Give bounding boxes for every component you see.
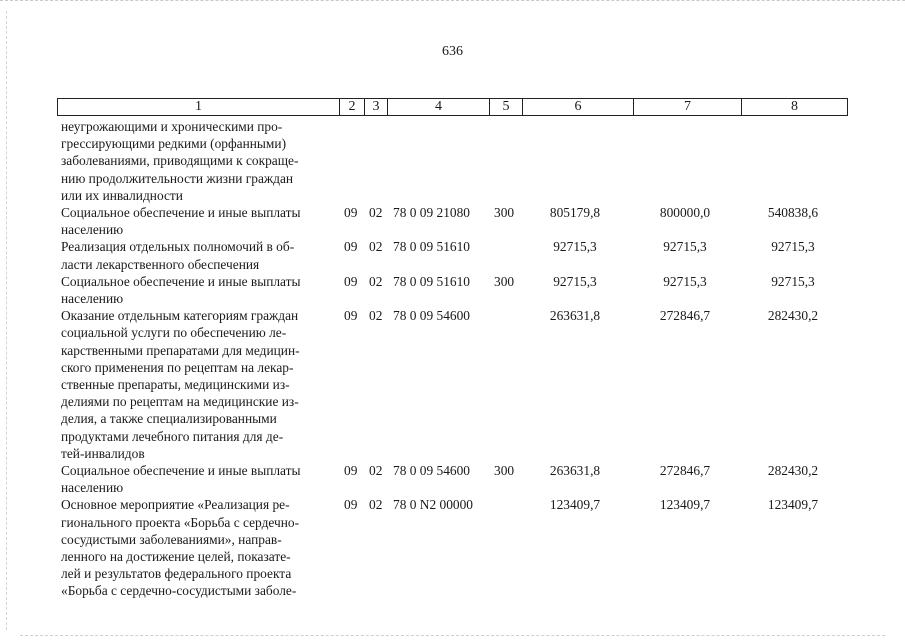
column-header-3: 3 xyxy=(365,99,388,116)
row-name-line: сосудистыми заболеваниями», направ- xyxy=(61,531,282,547)
cell-col-3: 02 xyxy=(369,308,383,324)
row-name-line: или их инвалидности xyxy=(61,187,183,203)
table-row xyxy=(0,118,905,204)
cell-col-4: 78 0 09 51610 xyxy=(393,273,470,289)
table-row xyxy=(0,204,905,238)
row-name-cell xyxy=(61,307,333,462)
cell-col-4: 78 0 N2 00000 xyxy=(393,497,473,513)
cell-col-7: 92715,3 xyxy=(663,239,707,255)
cell-col-6: 263631,8 xyxy=(549,463,601,479)
cell-col-8: 92715,3 xyxy=(771,273,815,289)
column-header-5: 5 xyxy=(490,99,523,116)
cell-col-2: 09 xyxy=(344,239,358,255)
table-row xyxy=(0,238,905,272)
bottom-margin-rule xyxy=(20,635,885,636)
column-header-6: 6 xyxy=(523,99,634,116)
cell-col-3: 02 xyxy=(369,239,383,255)
column-header-8: 8 xyxy=(742,99,848,116)
row-name-line: ственные препараты, медицинскими из- xyxy=(61,377,290,393)
cell-col-6: 92715,3 xyxy=(553,273,597,289)
row-name-line: Оказание отдельным категориям граждан xyxy=(61,308,299,324)
page-number: 636 xyxy=(442,44,463,59)
table-row xyxy=(0,273,905,307)
cell-col-7: 123409,7 xyxy=(659,497,711,513)
cell-col-4: 78 0 09 21080 xyxy=(393,205,470,221)
column-header-row xyxy=(58,99,848,116)
row-name-line: ленного на достижение целей, показате- xyxy=(61,549,291,565)
cell-col-3: 02 xyxy=(369,497,383,513)
row-name-line: Социальное обеспечение и иные выплаты xyxy=(61,273,301,289)
cell-col-4: 78 0 09 54600 xyxy=(393,308,470,324)
row-name-line: грессирующими редкими (орфанными) xyxy=(61,136,287,152)
row-name-line: Социальное обеспечение и иные выплаты xyxy=(61,205,301,221)
row-name-line: делиями по рецептам на медицинские из- xyxy=(61,394,299,410)
cell-col-5: 300 xyxy=(494,205,515,221)
row-name-line: продуктами лечебного питания для де- xyxy=(61,428,284,444)
cell-col-8: 123409,7 xyxy=(767,497,819,513)
row-name-line: делия, а также специализированными xyxy=(61,411,277,427)
cell-col-6: 92715,3 xyxy=(553,239,597,255)
column-header-4: 4 xyxy=(388,99,490,116)
cell-col-3: 02 xyxy=(369,205,383,221)
cell-col-7: 272846,7 xyxy=(659,463,711,479)
row-name-line: Реализация отдельных полномочий в об- xyxy=(61,239,295,255)
row-name-line: «Борьба с сердечно-сосудистыми заболе- xyxy=(61,583,297,599)
column-header-table xyxy=(57,98,848,116)
cell-col-8: 282430,2 xyxy=(767,308,819,324)
table-row xyxy=(0,462,905,496)
row-name-cell xyxy=(61,462,333,496)
row-name-cell xyxy=(61,204,333,238)
cell-col-8: 282430,2 xyxy=(767,463,819,479)
row-name-line: неугрожающими и хроническими про- xyxy=(61,119,283,134)
cell-col-8: 540838,6 xyxy=(767,205,819,221)
column-header-7: 7 xyxy=(634,99,742,116)
cell-col-2: 09 xyxy=(344,497,358,513)
cell-col-6: 123409,7 xyxy=(549,497,601,513)
row-name-line: ласти лекарственного обеспечения xyxy=(61,256,260,272)
cell-col-2: 09 xyxy=(344,205,358,221)
cell-col-3: 02 xyxy=(369,463,383,479)
row-name-line: ского применения по рецептам на лекар- xyxy=(61,359,294,375)
row-name-cell xyxy=(61,238,333,272)
row-name-line: карственными препаратами для медицин- xyxy=(61,342,300,358)
cell-col-2: 09 xyxy=(344,273,358,289)
row-name-line: социальной услуги по обеспечению ле- xyxy=(61,325,287,341)
table-row xyxy=(0,496,905,599)
row-name-cell xyxy=(61,118,333,204)
row-name-line: Основное мероприятие «Реализация ре- xyxy=(61,497,290,513)
row-name-line: населению xyxy=(61,480,124,496)
row-name-line: населению xyxy=(61,291,124,307)
row-name-line: заболеваниями, приводящими к сокраще- xyxy=(61,153,299,169)
cell-col-4: 78 0 09 54600 xyxy=(393,463,470,479)
row-name-cell xyxy=(61,273,333,307)
row-name-line: нию продолжительности жизни граждан xyxy=(61,170,294,186)
row-name-line: гионального проекта «Борьба с сердечно- xyxy=(61,514,300,530)
cell-col-7: 272846,7 xyxy=(659,308,711,324)
table-row xyxy=(0,307,905,462)
row-name-line: населению xyxy=(61,222,124,238)
column-header-2: 2 xyxy=(340,99,365,116)
cell-col-6: 263631,8 xyxy=(549,308,601,324)
cell-col-6: 805179,8 xyxy=(549,205,601,221)
row-name-cell xyxy=(61,496,333,599)
cell-col-5: 300 xyxy=(494,463,515,479)
cell-col-2: 09 xyxy=(344,463,358,479)
cell-col-4: 78 0 09 51610 xyxy=(393,239,470,255)
column-header-1: 1 xyxy=(58,99,340,116)
cell-col-2: 09 xyxy=(344,308,358,324)
cell-col-5: 300 xyxy=(494,273,515,289)
row-name-line: тей-инвалидов xyxy=(61,445,145,461)
budget-table-body xyxy=(0,118,905,600)
cell-col-8: 92715,3 xyxy=(771,239,815,255)
cell-col-3: 02 xyxy=(369,273,383,289)
row-name-line: лей и результатов федерального проекта xyxy=(61,566,292,582)
cell-col-7: 92715,3 xyxy=(663,273,707,289)
row-name-line: Социальное обеспечение и иные выплаты xyxy=(61,463,301,479)
cell-col-7: 800000,0 xyxy=(659,205,711,221)
